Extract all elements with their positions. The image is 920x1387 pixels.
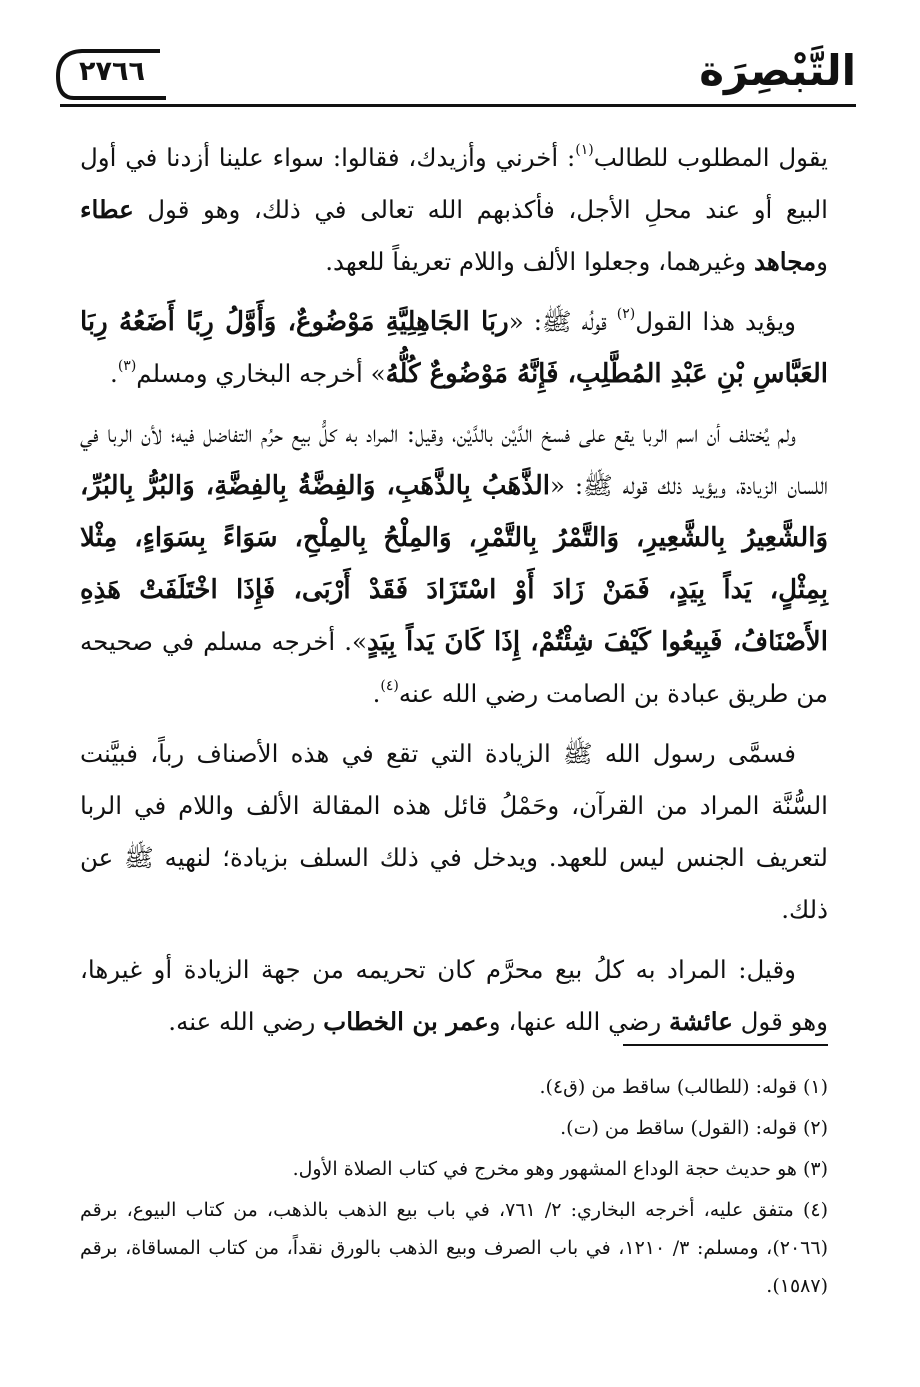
- text-run: يقول المطلوب للطالب: [593, 143, 828, 172]
- text-run: رضي الله عنه.: [168, 1007, 324, 1036]
- running-title: التَّبْصِرَة: [699, 46, 856, 95]
- text-run: ». أخرجه مسلم في صحيحه من طريق عبادة بن الصامت رضي الله عنه: [80, 627, 828, 708]
- text-run: و: [816, 247, 828, 276]
- text-run: : أخرني وأزيدك، فقالوا: سواء علينا أزدنا في أول البيع أو عند محلِ الأجل، فأكذبهم الله تعالى في ذلك، وهو قول: [80, 143, 828, 224]
- page-number-frame: [56, 48, 168, 100]
- paragraph-2: [80, 296, 828, 400]
- person-name: عائشة: [668, 1007, 733, 1036]
- main-text: [80, 132, 828, 1056]
- footnote-separator: [623, 1044, 828, 1046]
- footnote-ref-3: (٣): [117, 358, 137, 374]
- paragraph-4: فسمَّى رسول الله ﷺ الزيادة التي تقع في هذه الأصناف رباً، فبيَّنت السُّنَّة المراد من القرآن، وحَمْلُ قائل هذه المقالة الألف واللام في الربا لتعريف الجنس ليس للعهد. ويدخل في ذلك السلف بزيادة؛ لنهيه ﷺ عن ذلك.: [80, 739, 828, 924]
- scholar-name: عطاء: [80, 195, 134, 224]
- text-run: وقيل: المراد به كلُ بيع محرَّم كان تحريمه من جهة الزيادة أو غيرها، وهو قول: [80, 955, 828, 1036]
- text-run: .: [110, 359, 118, 388]
- text-run: وغيرهما، وجعلوا الألف واللام تعريفاً للعهد.: [325, 247, 754, 276]
- page-header: [60, 38, 856, 118]
- paragraph-5: [80, 944, 828, 1048]
- text-run: ولم يُختلف أن اسم الربا يقع على فسخ الدَّيْن بالدَّيْن، وقيل: المراد به كلُّ بيع حرُم التفاضل فيه؛ لأن الربا في اللسان الزيادة، ويؤيد ذلك قوله ﷺ: «: [80, 419, 828, 500]
- footnote-ref-2: (٢): [616, 306, 636, 322]
- hadith-quote: الذَّهَبُ بِالذَّهَبِ، وَالفِضَّةُ بِالفِضَّةِ، وَالبُرُّ بِالبُرِّ، وَالشَّعِيرُ بِالشَّعِيرِ، وَالتَّمْرُ بِالتَّمْرِ، وَالمِلْحُ بِالمِلْحِ، سَوَاءً بِسَوَاءٍ، مِثْلا بِمِثْلٍ، يَداً بِيَدٍ، فَمَنْ زَادَ أَوْ اسْتَزَادَ فَقَدْ أَرْبَى، فَإِذَا اخْتَلَفَتْ هَذِهِ الأَصْنَافُ، فَبِيعُوا كَيْفَ شِئْتُمْ، إِذَا كَانَ يَداً بِيَدٍ: [80, 471, 828, 657]
- text-run: رضي الله عنها، و: [488, 1007, 669, 1036]
- header-rule: [60, 104, 856, 107]
- text-run: » أخرجه البخاري ومسلم: [136, 359, 386, 388]
- scholar-name: مجاهد: [753, 247, 817, 276]
- footnote-ref-1: (١): [575, 142, 594, 158]
- footnote-1: (١) قوله: (للطالب) ساقط من (ق٤).: [539, 1076, 828, 1098]
- paragraph-1: [80, 132, 828, 288]
- text-run: .: [372, 679, 381, 708]
- person-name: عمر بن الخطاب: [323, 1007, 489, 1036]
- footnote-ref-4: (٤): [380, 678, 399, 694]
- text-run: قولُه ﷺ: «: [508, 307, 617, 336]
- page-number: ٢٧٦٦: [79, 56, 145, 87]
- footnote-4: (٤) متفق عليه، أخرجه البخاري: ٢/ ٧٦١، في باب بيع الذهب بالذهب، من كتاب البيوع، برقم (٢٠٦٦)، ومسلم: ٣/ ١٢١٠، في باب الصرف وبيع الذهب بالورق نقداً، من كتاب المساقاة، برقم (١٥٨٧).: [80, 1199, 828, 1297]
- footnote-3: (٣) هو حديث حجة الوداع المشهور وهو مخرج في كتاب الصلاة الأول.: [292, 1158, 828, 1180]
- paragraph-3: [80, 408, 828, 720]
- text-run: ويؤيد هذا القول: [635, 307, 797, 336]
- hadith-quote: ربَا الجَاهِلِيَّةِ مَوْضُوعٌ، وَأَوَّلُ رِبًا أَضَعُهُ رِبَا العَبَّاسِ بْنِ عَبْدِ المُطَّلِبِ، فَإِنَّهُ مَوْضُوعٌ كُلُّهُ: [80, 307, 828, 389]
- footnote-2: (٢) قوله: (القول) ساقط من (ت).: [560, 1117, 828, 1139]
- footnotes: [80, 1068, 828, 1308]
